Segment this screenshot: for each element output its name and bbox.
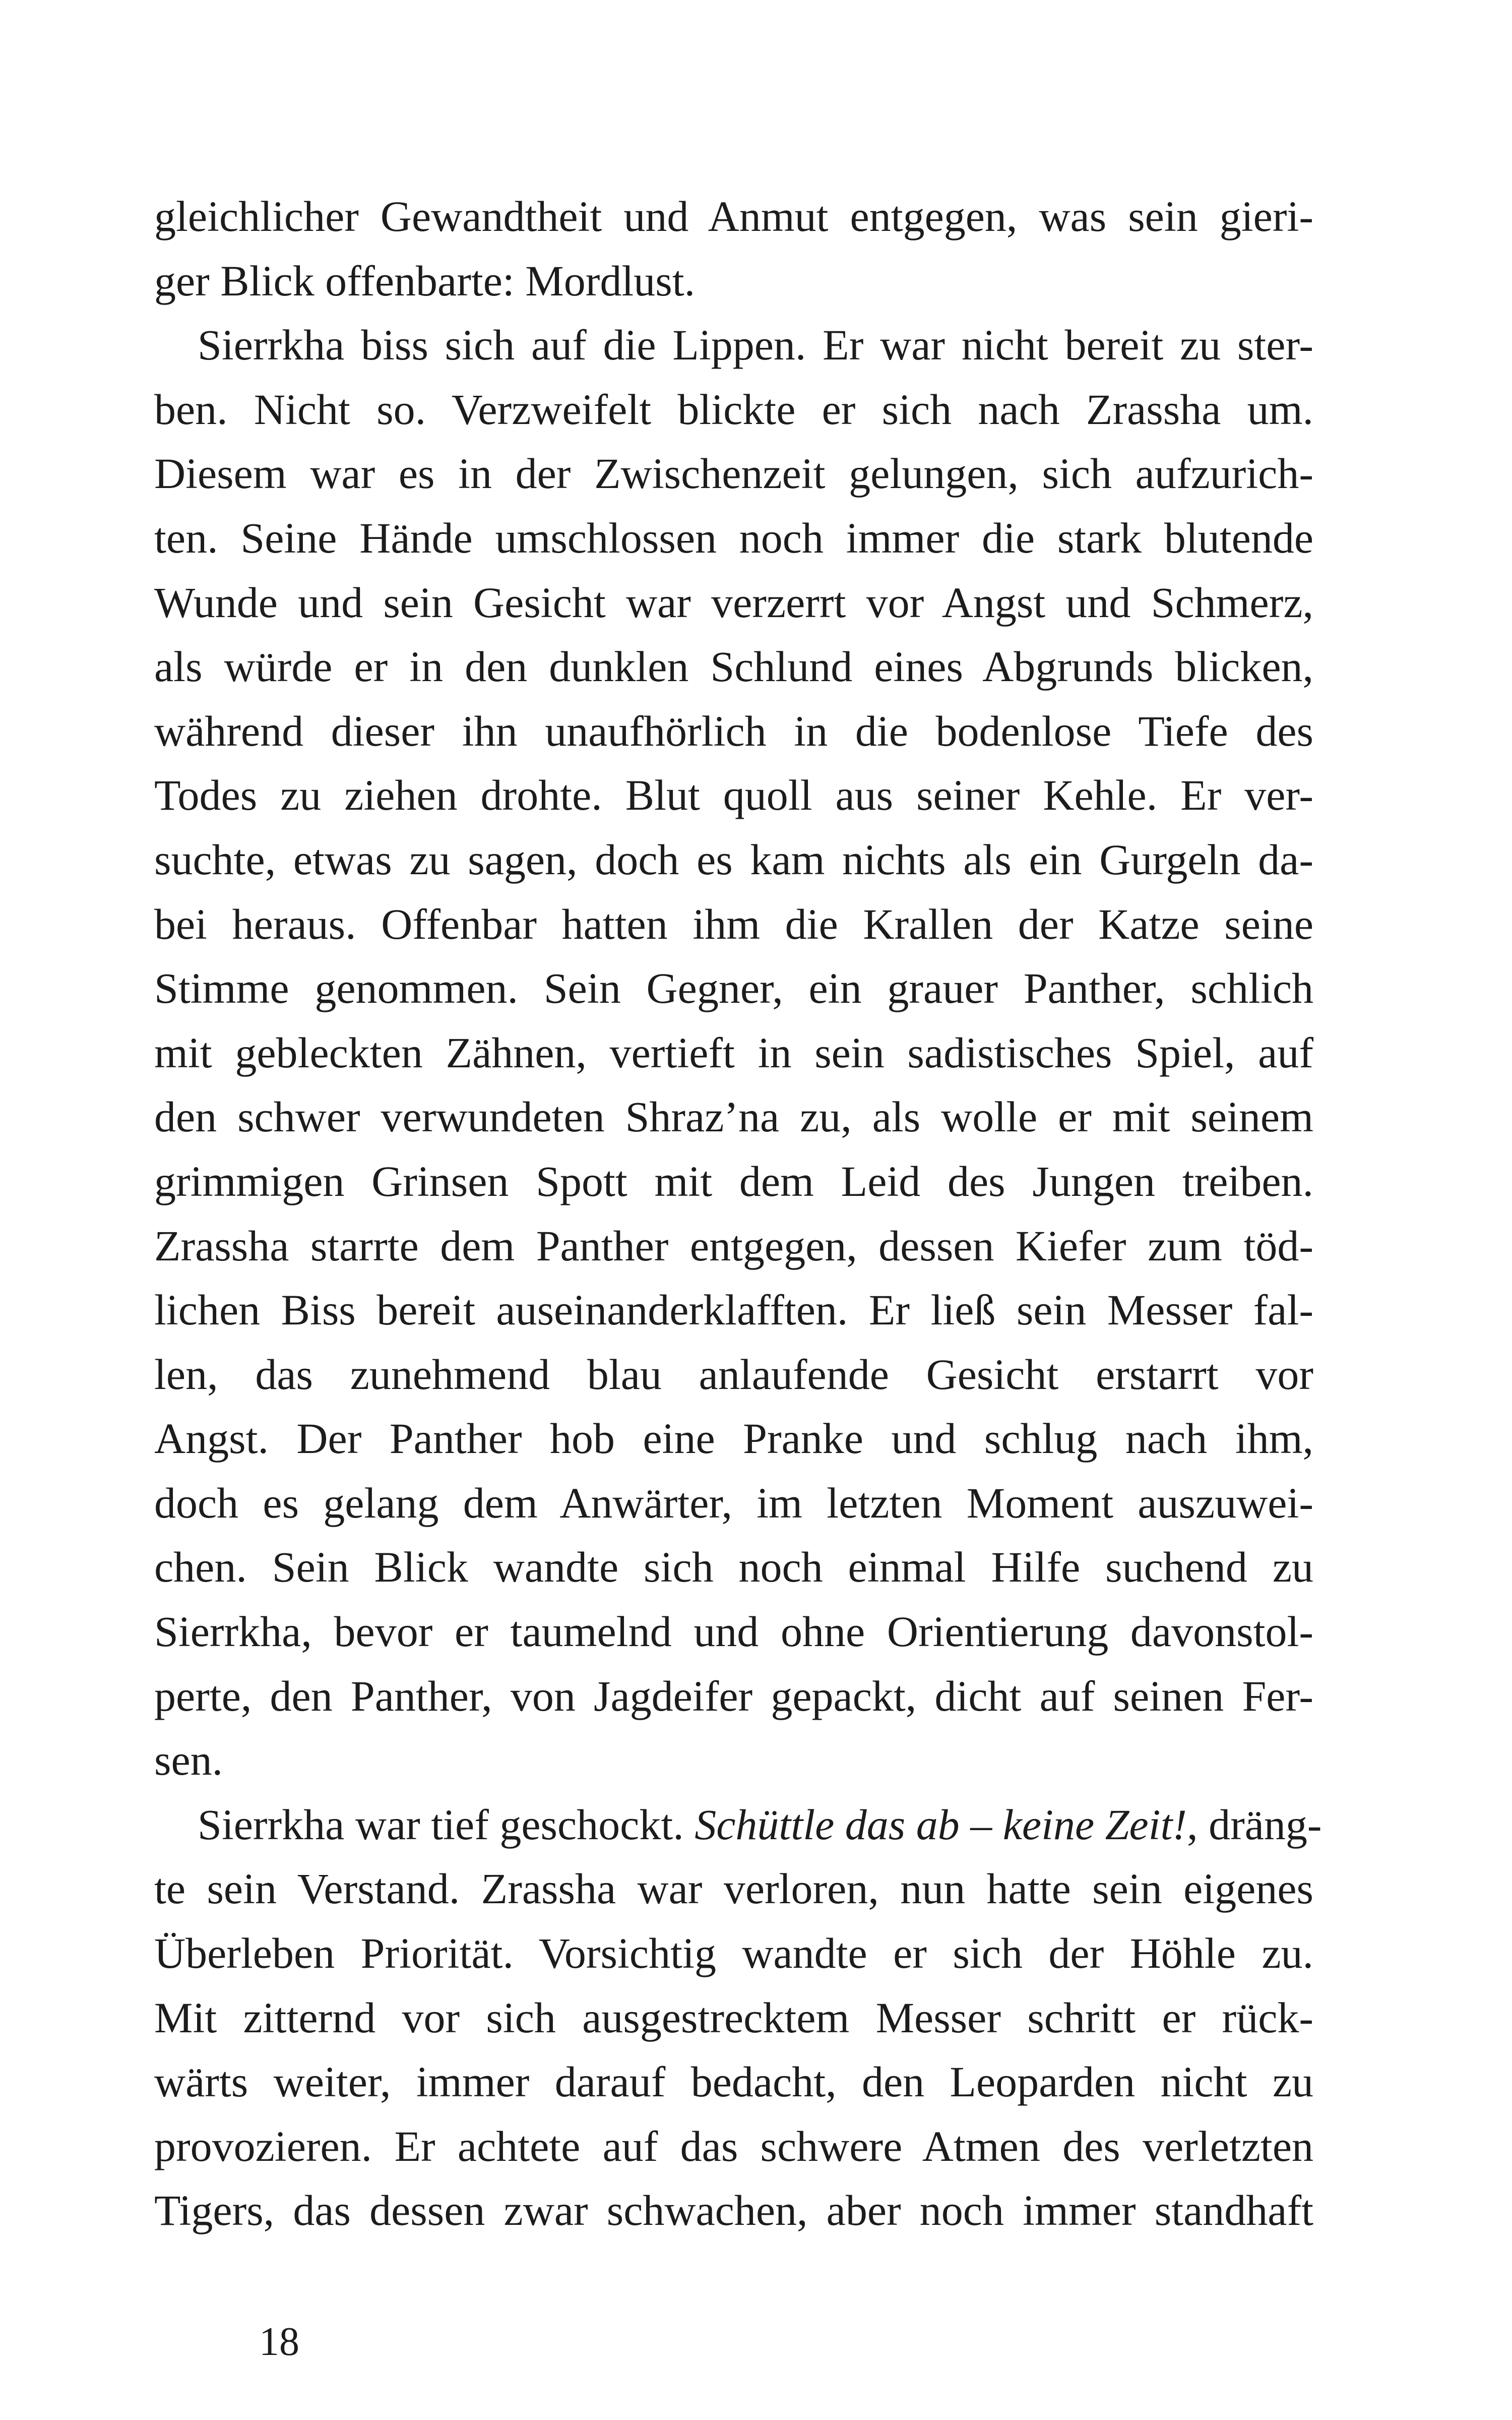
body-text xyxy=(154,185,1322,2243)
text-line: doch es gelang dem Anwärter, im letzten Moment auszuwei- xyxy=(154,1478,1313,1527)
text-line: als würde er in den dunklen Schlund eines Abgrunds blicken, xyxy=(154,642,1313,691)
text-line: Angst. Der Panther hob eine Pranke und schlug nach ihm, xyxy=(154,1414,1313,1463)
text-line: Stimme genommen. Sein Gegner, ein grauer Panther, schlich xyxy=(154,964,1313,1013)
text-line: mit gebleckten Zähnen, vertieft in sein sadistisches Spiel, auf xyxy=(154,1028,1313,1077)
text-line: wärts weiter, immer darauf bedacht, den Leoparden nicht zu xyxy=(154,2058,1313,2106)
text-line: ger Blick offenbarte: Mordlust. xyxy=(154,256,696,305)
text-line: grimmigen Grinsen Spott mit dem Leid des Jungen treiben. xyxy=(154,1157,1313,1205)
text-line: Wunde und sein Gesicht war verzerrt vor Angst und Schmerz, xyxy=(154,578,1313,627)
text-line: Überleben Priorität. Vorsichtig wandte er sich der Höhle zu. xyxy=(154,1929,1313,1978)
text-line: Diesem war es in der Zwischenzeit gelungen, sich aufzurich- xyxy=(154,449,1313,498)
text-line xyxy=(154,1793,1322,1857)
text-segment: , dräng- xyxy=(1187,1800,1322,1849)
text-line: gleichlicher Gewandtheit und Anmut entgegen, was sein gieri- xyxy=(154,192,1313,240)
text-line: Sierrkha biss sich auf die Lippen. Er war nicht bereit zu ster- xyxy=(198,321,1313,370)
text-line: Mit zitternd vor sich ausgestrecktem Messer schritt er rück- xyxy=(154,1993,1313,2042)
text-line: den schwer verwundeten Shraz’na zu, als wolle er mit seinem xyxy=(154,1093,1313,1141)
text-line: provozieren. Er achtete auf das schwere Atmen des verletzten xyxy=(154,2122,1313,2170)
text-line: während dieser ihn unaufhörlich in die bodenlose Tiefe des xyxy=(154,706,1313,755)
text-line: suchte, etwas zu sagen, doch es kam nichts als ein Gurgeln da- xyxy=(154,835,1313,884)
text-line: bei heraus. Offenbar hatten ihm die Krallen der Katze seine xyxy=(154,899,1313,948)
text-line: Zrassha starrte dem Panther entgegen, dessen Kiefer zum töd- xyxy=(154,1221,1313,1270)
text-line: chen. Sein Blick wandte sich noch einmal Hilfe suchend zu xyxy=(154,1543,1313,1592)
text-line: te sein Verstand. Zrassha war verloren, nun hatte sein eigenes xyxy=(154,1864,1313,1913)
text-line: ten. Seine Hände umschlossen noch immer die stark blutende xyxy=(154,513,1313,562)
text-line: perte, den Panther, von Jagdeifer gepackt, dicht auf seinen Fer- xyxy=(154,1671,1313,1720)
italic-thought: Schüttle das ab – keine Zeit! xyxy=(695,1800,1187,1849)
text-line: Tigers, das dessen zwar schwachen, aber noch immer standhaft xyxy=(154,2186,1313,2235)
text-line: lichen Biss bereit auseinanderklafften. Er ließ sein Messer fal- xyxy=(154,1286,1313,1335)
text-line: Todes zu ziehen drohte. Blut quoll aus seiner Kehle. Er ver- xyxy=(154,771,1313,820)
text-segment: Sierrkha war tief geschockt. xyxy=(198,1800,695,1849)
text-line: Sierrkha, bevor er taumelnd und ohne Orientierung davonstol- xyxy=(154,1607,1313,1656)
page-number: 18 xyxy=(259,2320,299,2364)
text-line: ben. Nicht so. Verzweifelt blickte er sich nach Zrassha um. xyxy=(154,385,1313,434)
text-line: len, das zunehmend blau anlaufende Gesicht erstarrt vor xyxy=(154,1350,1313,1399)
text-line: sen. xyxy=(154,1736,223,1785)
